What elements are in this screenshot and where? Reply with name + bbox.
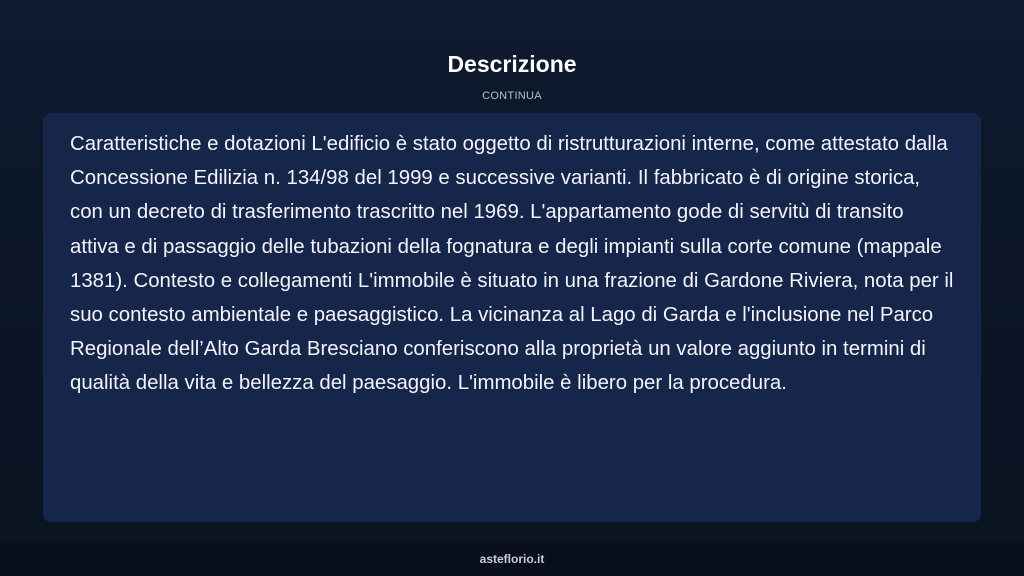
page-subtitle: CONTINUA (482, 90, 542, 102)
page-title: Descrizione (447, 51, 577, 77)
description-text: Caratteristiche e dotazioni L'edificio è stato oggetto di ristrutturazioni interne, come attestato dalla Concessione Edilizia n. 134/98 del 1999 e successive varianti. Il fabbricato è di origine storica, con un decreto di trasferimento trascritto nel 1969. L'appartamento gode di servitù di transito attiva e di passaggio delle tubazioni della fognatura e degli impianti sulla corte comune (mappale 1381). Contesto e collegamenti L'immobile è situato in una frazione di Gardone Riviera, nota per il suo contesto ambientale e paesaggistico. La vicinanza al Lago di Garda e l'inclusione nel Parco Regionale dell’Alto Garda Bresciano conferiscono alla proprietà un valore aggiunto in termini di qualità della vita e bellezza del paesaggio. L'immobile è libero per la procedura. (70, 133, 954, 395)
footer-site-name: asteflorio.it (479, 552, 545, 566)
footer-bar (0, 543, 1024, 576)
description-card (43, 113, 981, 522)
